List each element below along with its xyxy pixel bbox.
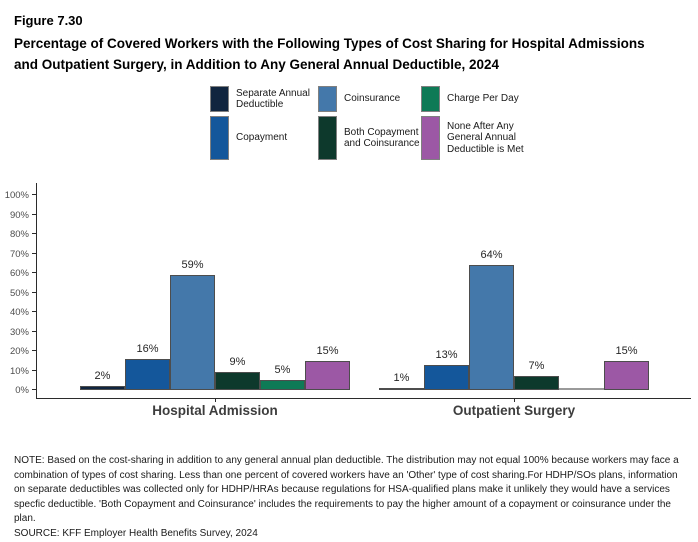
chart-legend (210, 86, 541, 160)
legend-label: Both Copayment and Coinsurance (344, 126, 420, 149)
bar-none-after-any-general-annual-deductible-is-met (604, 361, 649, 390)
y-axis-tick-label: 70% (9, 248, 29, 260)
bar-none-after-any-general-annual-deductible-is-met (305, 361, 350, 390)
y-axis-tick-label: 10% (9, 365, 29, 377)
bar-value-label: 15% (615, 344, 638, 357)
bar-copayment (424, 365, 469, 390)
legend-key-swatch (421, 116, 440, 160)
bar-value-label: 13% (435, 348, 458, 361)
category-label: Outpatient Surgery (452, 403, 576, 418)
bar-value-label: 59% (181, 258, 204, 271)
y-axis-tick-label: 60% (9, 268, 29, 279)
plot-area (36, 183, 691, 418)
figure-label: Figure 7.30 (14, 13, 83, 28)
legend-label: Coinsurance (344, 93, 401, 105)
y-axis-tick-label: 20% (9, 346, 29, 357)
legend-item-both-copayment-and-coinsurance (318, 116, 421, 160)
y-axis-tick-label: 80% (9, 229, 29, 240)
chart-title: Percentage of Covered Workers with the Following Types of Cost Sharing for Hospital Admissions and Outpatient Surgery, in Addition to Any General Annual Deductible, 2024 (14, 36, 645, 72)
legend-label: Charge Per Day (447, 93, 519, 105)
bar-both-copayment-and-coinsurance (215, 372, 260, 390)
note-text: NOTE: Based on the cost-sharing in addition to any general annual plan deductible. The distribution may not equal 100% because workers may face a combination of types of cost sharing. Less than one percent of covered workers have an 'Other' type of cost sharing.For HDHP/SOs plans, information on separate deductibles was collected only for HDHP/HRAs because regulations for HSA-qualified plans make it unlikely they would have a services specfic deductible. 'Both Copayment and Coinsurance' includes the requirements to pay the higher amount of a copayment or coinsurance under the plan. (14, 455, 679, 525)
bar-separate-annual-deductible (379, 388, 424, 390)
legend-item-separate-annual-deductible (210, 86, 318, 112)
bar-both-copayment-and-coinsurance (514, 376, 559, 390)
y-axis-tick-label: 30% (9, 326, 29, 338)
bar-value-label: 16% (136, 342, 159, 355)
y-axis-tick-labels (0, 183, 29, 398)
legend-key-swatch (210, 116, 229, 160)
bar-value-label: 64% (480, 249, 503, 262)
legend-key-swatch (318, 116, 337, 160)
y-axis-tick-label: 40% (9, 307, 29, 318)
x-axis-tick (215, 398, 216, 402)
bar-value-label: 1% (393, 372, 410, 385)
legend-item-none-after-any-general-annual-deductible-is-met (421, 116, 541, 160)
x-axis-tick (514, 398, 515, 402)
footnote (14, 454, 690, 542)
category-label: Hospital Admission (152, 403, 278, 418)
bar-value-label: 15% (316, 344, 339, 357)
bar-coinsurance (170, 275, 215, 390)
legend-item-charge-per-day (421, 86, 541, 112)
bar-value-label: 2% (94, 370, 111, 383)
legend-label: Separate Annual Deductible (236, 87, 310, 110)
legend-label: None After Any General Annual Deductible is Met (447, 120, 524, 155)
bar-separate-annual-deductible (80, 386, 125, 390)
legend-key-swatch (210, 86, 229, 112)
bar-coinsurance (469, 265, 514, 390)
bar-charge-per-day (559, 388, 604, 390)
bar-copayment (125, 359, 170, 390)
y-axis-tick-label: 0% (15, 385, 29, 396)
bar-value-label: 7% (528, 360, 545, 373)
legend-label: Copayment (236, 132, 288, 144)
bar-charge-per-day (260, 380, 305, 390)
bar-value-label: 5% (274, 364, 291, 377)
y-axis-tick-label: 90% (9, 209, 29, 221)
legend-key-swatch (421, 86, 440, 112)
legend-key-swatch (318, 86, 337, 112)
legend-item-coinsurance (318, 86, 421, 112)
bar-value-label: 9% (229, 356, 246, 369)
legend-item-copayment (210, 116, 318, 160)
y-axis-tick-label: 100% (4, 190, 29, 201)
y-axis-tick-label: 50% (9, 287, 29, 299)
source-text: SOURCE: KFF Employer Health Benefits Survey, 2024 (14, 527, 258, 539)
